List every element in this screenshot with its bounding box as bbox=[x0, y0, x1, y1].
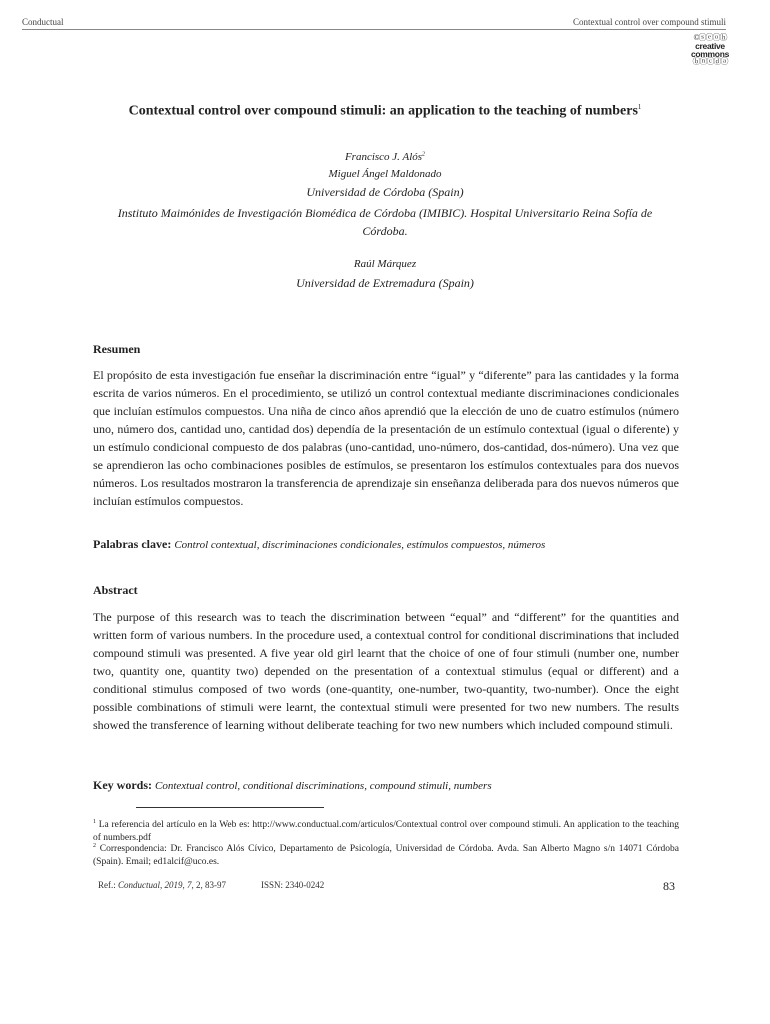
footer-ref-pages: 2, 83-97 bbox=[196, 880, 226, 890]
affiliation-3: Universidad de Extremadura (Spain) bbox=[296, 276, 474, 290]
header-divider bbox=[22, 29, 726, 30]
cc-word-commons: commons bbox=[690, 49, 730, 59]
abstract-keywords-list: Contextual control, conditional discriminations, compound stimuli, numbers bbox=[155, 780, 492, 792]
abstract-text: The purpose of this research was to teach the discrimination between “equal” and “different” for the quantities and written form of various numbers. In the procedure used, a contextual control for conditional discriminations that included compound stimuli was presented. A five year old girl learnt that the choice of one of four stimuli (number one, number two, quantity one, quantity two) depended on the presentation of a contextual stimulus (equal or different) and a conditional stimulus composed of two words (one-quantity, one-number, two-quantity, two-number). Once the eight possible combinations of stimuli were learnt, the contextual stimuli were presented for two new numbers. The results showed the transference of learning without deliberate teaching for two new numbers which included compound stimuli. bbox=[93, 610, 679, 732]
footnote-2 bbox=[93, 840, 679, 868]
author-1-name: Francisco J. Alós bbox=[344, 151, 423, 163]
affiliation-2-line-1: Instituto Maimónides de Investigación Biomédica de Córdoba (IMIBIC). Hospital Universitario Reina Sofía de bbox=[117, 206, 653, 220]
footnote-1-mark: 1 bbox=[93, 819, 96, 825]
running-header-title: Contextual control over compound stimuli bbox=[573, 17, 726, 27]
creative-commons-logo bbox=[686, 34, 734, 66]
cc-icons-bottom: ⓑⓝⓒⓓⓐ bbox=[692, 57, 728, 66]
resumen-text: El propósito de esta investigación fue enseñar la discriminación entre “igual” y “diferente” para las cantidades y la forma escrita de varios números. En el procedimiento, se utilizó un control contextual mediante discriminaciones condicionales que incluían estímulos compuestos. Una niña de cinco años aprendió que la elección de uno de cuatro estímulos (número uno, número dos, cantidad uno, cantidad dos) dependía de la presentación de un estímulo contextual (igual o diferente) y un estímulo condicional compuesto de dos palabras (uno-cantidad, uno-número, dos-cantidad, dos-número). Una vez que se aprendieron las ocho combinaciones posibles de estímulos, se presentaron los estímulos contextuales para dos nuevos números. Los resultados mostraron la transferencia de aprendizaje sin enseñanza deliberada para dos nuevos números que incluían estímulos compuestos. bbox=[93, 368, 679, 508]
footnote-2-mark: 2 bbox=[93, 843, 96, 849]
cc-icons-top: ©ⓢⓔⓞⓗ bbox=[693, 33, 727, 42]
paper-title-text: Contextual control over compound stimuli: an application to the teaching of numbers bbox=[128, 103, 638, 119]
footer-reference bbox=[98, 880, 226, 890]
resumen-keywords-list: Control contextual, discriminaciones condicionales, estímulos compuestos, números bbox=[174, 539, 546, 551]
title-footnote-mark: 1 bbox=[637, 103, 642, 111]
running-header-journal: Conductual bbox=[22, 17, 64, 27]
abstract-keywords-label: Key words: bbox=[93, 778, 152, 792]
affiliation-1: Universidad de Córdoba (Spain) bbox=[306, 185, 464, 199]
footnote-2-text: Correspondencia: Dr. Francisco Alós Cívico, Departamento de Psicología, Universidad de Córdoba. Avda. San Alberto Magno s/n 14071 Córdoba (Spain). Email; ed1alcif@uco.es. bbox=[93, 844, 680, 867]
footer-issn: ISSN: 2340-0242 bbox=[261, 880, 325, 890]
affiliation-2-line-2: Córdoba. bbox=[362, 224, 408, 238]
footer-ref-label: Ref.: bbox=[98, 880, 116, 890]
footer-ref-journal: Conductual, 2019, 7, bbox=[118, 880, 194, 890]
cc-word-creative: creative bbox=[695, 41, 725, 51]
abstract-keywords bbox=[93, 778, 693, 793]
author-1-footnote-mark: 2 bbox=[422, 151, 426, 158]
paper-title bbox=[0, 103, 770, 120]
resumen-heading: Resumen bbox=[93, 342, 141, 356]
page-number: 83 bbox=[663, 879, 675, 893]
author-3: Raúl Márquez bbox=[353, 258, 417, 270]
abstract-heading: Abstract bbox=[93, 583, 138, 597]
author-1 bbox=[80, 151, 690, 163]
author-2: Miguel Ángel Maldonado bbox=[328, 168, 442, 180]
resumen-keywords-label: Palabras clave: bbox=[93, 537, 172, 551]
footnote-divider bbox=[136, 807, 324, 808]
footnote-1-text: La referencia del artículo en la Web es: http://www.conductual.com/articulos/Contextual control over compound stimuli. An application to the teaching of numbers.pdf bbox=[93, 820, 679, 843]
resumen-keywords bbox=[93, 537, 693, 552]
